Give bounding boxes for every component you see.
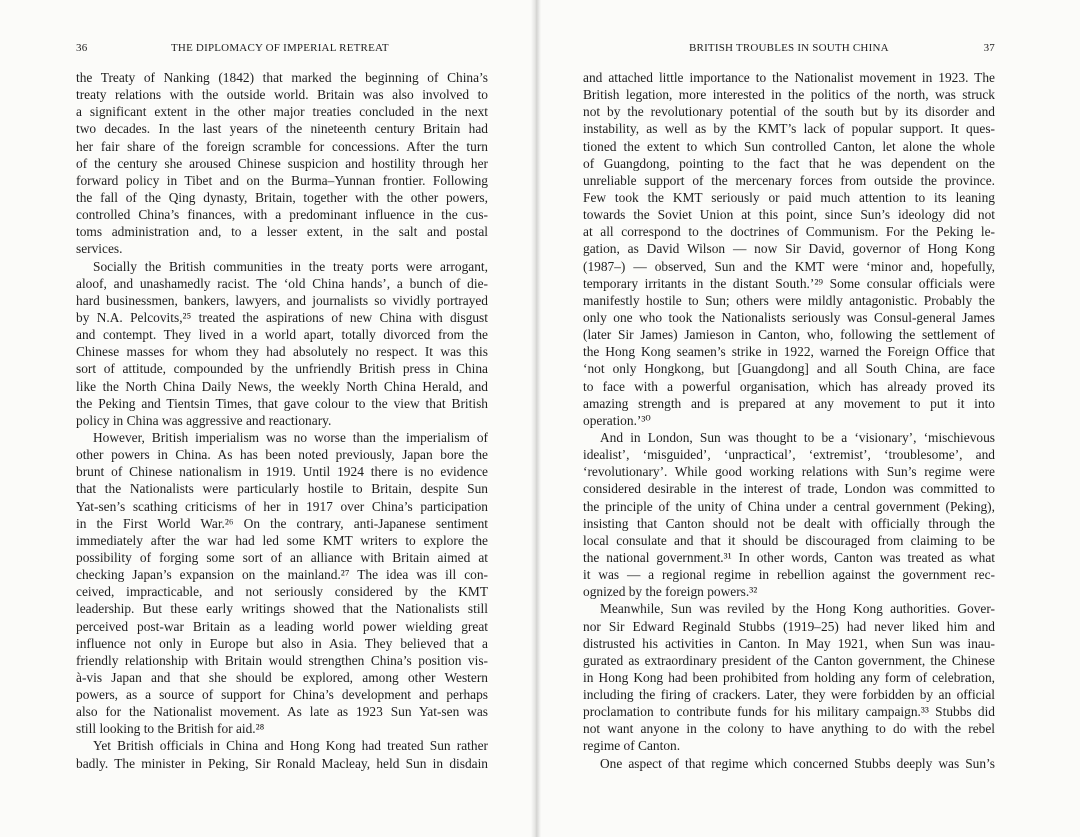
running-head: THE DIPLOMACY OF IMPERIAL RETREAT <box>171 42 389 54</box>
book-gutter <box>531 0 541 837</box>
text-line: the fall of the Qing dynasty, Britain, together with the other powers, <box>76 189 488 205</box>
text-line: also for the Nationalist movement. As late as 1923 Sun Yat-sen was <box>76 704 488 720</box>
text-line: a significant extent in the other major treaties concluded in the next <box>76 104 488 120</box>
text-line: regime of Canton. <box>583 738 681 754</box>
text-line: proclamation to contribute funds for his military campaign.³³ Stubbs did <box>583 704 995 720</box>
text-line: unreliable support of the mercenary forces from outside the province. <box>583 172 995 188</box>
text-line: (1987–) — observed, Sun and the KMT were ‘minor and, hopefully, <box>583 258 995 274</box>
text-line: the national government.³¹ In other words, Canton was treated as what <box>583 549 995 565</box>
text-line: immediately after the war had led some KMT writers to explore the <box>76 532 488 548</box>
text-line: influence not only in Europe but also in Asia. They believed that a <box>76 635 488 651</box>
text-line: Few took the KMT seriously or paid much attention to its leaning <box>583 189 995 205</box>
text-line: brunt of Chinese nationalism in 1919. Until 1924 there is no evidence <box>76 464 488 480</box>
text-line: of the century she aroused Chinese suspicion and hostility through her <box>76 155 488 171</box>
text-line: in Hong Kong had been prohibited from holding any form of celebration, <box>583 669 995 685</box>
text-line: only one who took the Nationalists seriously was Consul-general James <box>583 309 995 325</box>
text-line: aloof, and unashamedly racist. The ‘old China hands’, a bunch of die- <box>76 275 488 291</box>
left-page <box>76 0 488 837</box>
text-line: still looking to the British for aid.²⁸ <box>76 721 265 737</box>
text-line: And in London, Sun was thought to be a ‘visionary’, ‘mischievous <box>600 429 995 445</box>
text-line: badly. The minister in Peking, Sir Ronald Macleay, held Sun in disdain <box>76 755 488 771</box>
right-page-header <box>583 42 995 58</box>
text-line: other powers in China. As has been noted previously, Japan bore the <box>76 447 488 463</box>
text-line: à-vis Japan and that she should be explored, among other Western <box>76 669 488 685</box>
text-line: idealist’, ‘misguided’, ‘unpractical’, ‘extremist’, ‘troublesome’, and <box>583 447 995 463</box>
text-line: of Guangdong, pointing to the fact that he was dependent on the <box>583 155 995 171</box>
text-line: and contempt. They lived in a world apart, totally divorced from the <box>76 327 488 343</box>
text-line: at all correspond to the doctrines of Communism. For the Peking le- <box>583 224 995 240</box>
text-line: instability, as well as by the KMT’s lack of popular support. It ques- <box>583 121 995 137</box>
text-line: controlled China’s finances, with a predominant influence in the cus- <box>76 207 488 223</box>
text-line: treaty relations with the outside world. Britain was also involved to <box>76 87 488 103</box>
text-line: Chinese masses for whom they had absolutely no respect. It was this <box>76 344 488 360</box>
text-line: local consulate and that it should be discouraged from claiming to be <box>583 532 995 548</box>
text-line: nor Sir Edward Reginald Stubbs (1919–25) had never liked him and <box>583 618 995 634</box>
text-line: powers, as a source of support for China’s development and perhaps <box>76 687 488 703</box>
text-line: ‘not only Hongkong, but [Guangdong] and all South China, are face <box>583 361 995 377</box>
text-line: not by the revolutionary potential of the south but by its disorder and <box>583 104 995 120</box>
text-line: it was — a regional regime in rebellion against the government rec- <box>583 567 995 583</box>
text-line: manifestly hostile to Sun; others were mildly antagonistic. Probably the <box>583 292 995 308</box>
text-line: (later Sir James) Jamieson in Canton, who, following the settlement of <box>583 327 995 343</box>
text-line: checking Japan’s expansion on the mainland.²⁷ The idea was ill con- <box>76 567 488 583</box>
left-page-header <box>76 42 488 58</box>
text-line: Yet British officials in China and Hong Kong had treated Sun rather <box>93 738 488 754</box>
text-line: and attached little importance to the Nationalist movement in 1923. The <box>583 70 995 85</box>
text-line: policy in China was aggressive and reactionary. <box>76 412 332 428</box>
text-line: Socially the British communities in the treaty ports were arrogant, <box>93 258 488 274</box>
text-line: ognized by the foreign powers.³² <box>583 584 758 600</box>
text-line: that the Nationalists were particularly hostile to Britain, despite Sun <box>76 481 488 497</box>
text-line: sort of attitude, compounded by the unfriendly British press in China <box>76 361 488 377</box>
text-line: gurated as extraordinary president of the Canton government, the Chinese <box>583 652 995 668</box>
page-number: 36 <box>76 42 88 54</box>
right-page <box>583 0 995 837</box>
left-page-body <box>76 69 488 772</box>
text-line: considered desirable in the interest of trade, London was committed to <box>583 481 995 497</box>
text-line: One aspect of that regime which concerned Stubbs deeply was Sun’s <box>600 755 995 771</box>
text-line: by N.A. Pelcovits,²⁵ treated the aspirations of new China with disgust <box>76 309 488 325</box>
text-line: Meanwhile, Sun was reviled by the Hong Kong authorities. Gover- <box>600 601 995 617</box>
running-head: BRITISH TROUBLES IN SOUTH CHINA <box>689 42 889 54</box>
text-line: temporary irritants in the distant South.’²⁹ Some consular officials were <box>583 275 995 291</box>
text-line: not want anyone in the colony to have anything to do with the rebel <box>583 721 995 737</box>
text-line: British legation, more interested in the politics of the north, was struck <box>583 87 995 103</box>
text-line: the Hong Kong seamen’s strike in 1922, warned the Foreign Office that <box>583 344 995 360</box>
text-line: perceived post-war Britain as a leading world power wielding great <box>76 618 488 634</box>
text-line: gation, as David Wilson — now Sir David, governor of Hong Kong <box>583 241 995 257</box>
text-line: tioned the extent to which Sun controlled Canton, let alone the whole <box>583 138 995 154</box>
text-line: hard businessmen, bankers, lawyers, and journalists so vividly portrayed <box>76 292 488 308</box>
right-page-body <box>583 69 995 772</box>
text-line: ceived, impracticable, and not seriously considered by the KMT <box>76 584 488 600</box>
text-line: friendly relationship with Britain would strengthen China’s position vis- <box>76 652 488 668</box>
text-line: However, British imperialism was no worse than the imperialism of <box>93 429 488 445</box>
text-line: toms administration and, to a lesser extent, in the salt and postal <box>76 224 488 240</box>
text-line: distrusted his activities in Canton. In May 1921, when Sun was inau- <box>583 635 995 651</box>
text-line: services. <box>76 241 123 257</box>
text-line: possibility of forging some sort of an alliance with Britain aimed at <box>76 549 488 565</box>
text-line: leadership. But these early writings showed that the Nationalists still <box>76 601 488 617</box>
text-line: operation.’³⁰ <box>583 412 651 428</box>
text-line: including the firing of crackers. Later, they were forbidden by an official <box>583 687 995 703</box>
text-line: the Treaty of Nanking (1842) that marked the beginning of China’s <box>76 70 488 85</box>
text-line: insisting that Canton should not be dealt with officially through the <box>583 515 995 531</box>
text-line: Yat-sen’s scathing criticisms of her in 1917 over China’s participation <box>76 498 488 514</box>
text-line: in the First World War.²⁶ On the contrary, anti-Japanese sentiment <box>76 515 488 531</box>
text-line: to face with a powerful organisation, which has already proved its <box>583 378 995 394</box>
text-line: ‘revolutionary’. While good working relations with Sun’s regime were <box>583 464 995 480</box>
text-line: like the North China Daily News, the weekly North China Herald, and <box>76 378 488 394</box>
text-line: her fair share of the foreign scramble for concessions. After the turn <box>76 138 488 154</box>
text-line: amazing strength and is prepared at any movement to put it into <box>583 395 995 411</box>
text-line: towards the Soviet Union at this point, since Sun’s ideology did not <box>583 207 995 223</box>
text-line: the Peking and Tientsin Times, that gave colour to the view that British <box>76 395 488 411</box>
text-line: two decades. In the last years of the nineteenth century Britain had <box>76 121 488 137</box>
page-number: 37 <box>983 42 995 54</box>
text-line: the principle of the unity of China under a central government (Peking), <box>583 498 995 514</box>
text-line: forward policy in Tibet and on the Burma–Yunnan frontier. Following <box>76 172 488 188</box>
